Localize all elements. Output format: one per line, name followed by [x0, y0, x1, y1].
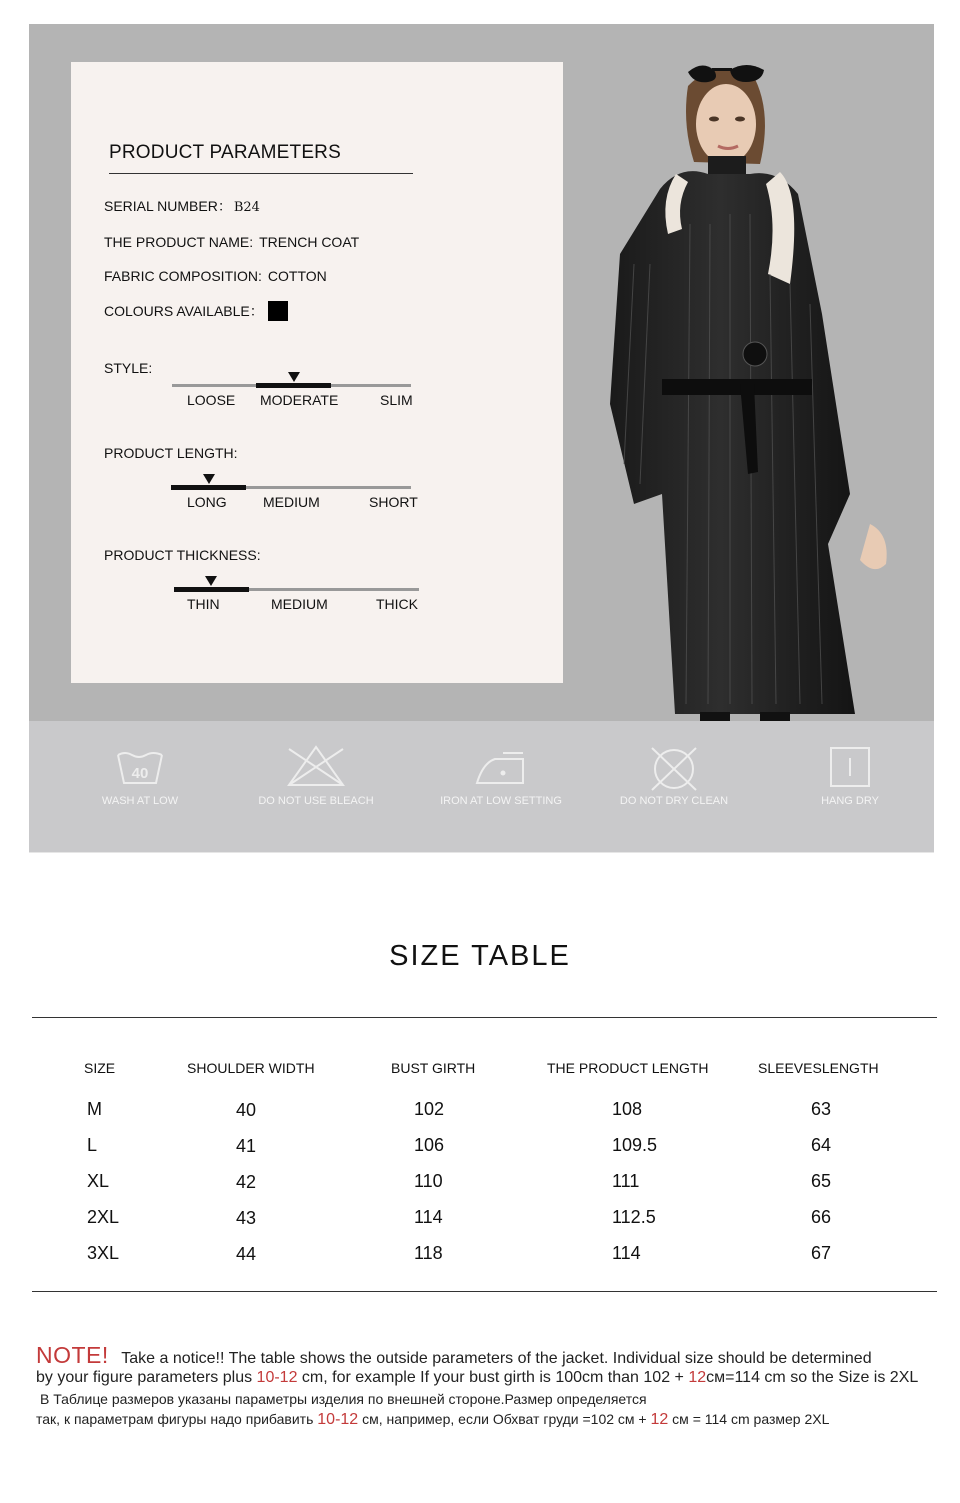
care-item-hang-dry	[765, 745, 935, 807]
note-text-4a: так, к параметрам фигуры надо прибавить	[36, 1411, 318, 1427]
length-cell: 112.5	[612, 1207, 656, 1227]
thickness-selected-segment	[174, 587, 249, 592]
model-illustration	[590, 24, 934, 721]
care-item-wash	[55, 745, 225, 807]
size-header-shoulder: SHOULDER WIDTH	[187, 1060, 315, 1076]
style-option-moderate: MODERATE	[260, 392, 339, 408]
shoulder-cell: 41	[236, 1136, 257, 1156]
fabric-row	[104, 268, 327, 284]
size-table-bottom-rule	[32, 1291, 937, 1292]
note-text-2a: by your figure parameters plus	[36, 1369, 257, 1386]
note-highlight-add: 12	[688, 1369, 707, 1386]
shoulder-cell: 44	[236, 1244, 257, 1264]
size-cell: XL	[87, 1171, 110, 1191]
length-cell: 108	[612, 1099, 643, 1119]
no-dry-clean-icon	[647, 745, 701, 793]
note-highlight-range: 10-12	[256, 1369, 298, 1386]
note-highlight-add-ru: 12	[650, 1411, 669, 1428]
size-header-size: SIZE	[84, 1060, 116, 1076]
colours-label: COLOURS AVAILABLE：	[104, 303, 264, 319]
sleeve-cell: 65	[811, 1171, 832, 1191]
size-header-bust: BUST GIRTH	[391, 1060, 476, 1076]
care-label-wash: WASH AT LOW	[101, 795, 179, 807]
thickness-marker-icon	[205, 576, 217, 586]
note-line-3: В Таблице размеров указаны параметры изделия по внешней стороне.Размер определяется	[40, 1391, 647, 1407]
note-line-1	[36, 1342, 872, 1369]
no-bleach-icon	[285, 745, 347, 787]
size-table-title: SIZE TABLE	[389, 940, 571, 972]
wash-temperature: 40	[131, 765, 149, 782]
care-label-hang-dry: HANG DRY	[821, 795, 879, 807]
size-header-length: THE PRODUCT LENGTH	[547, 1060, 709, 1076]
model-photo	[590, 24, 934, 721]
size-cell: L	[87, 1135, 98, 1155]
length-cell: 111	[612, 1171, 640, 1191]
length-cell: 109.5	[612, 1135, 658, 1155]
care-instructions-strip	[29, 721, 934, 853]
shoulder-cell: 43	[236, 1208, 257, 1228]
thickness-label: PRODUCT THICKNESS:	[104, 547, 261, 563]
length-option-short: SHORT	[369, 494, 418, 510]
thickness-scale	[174, 579, 424, 612]
product-name-row	[104, 234, 359, 250]
care-item-iron	[416, 745, 586, 807]
care-item-bleach	[231, 745, 401, 807]
length-option-long: LONG	[187, 494, 227, 510]
size-cell: 3XL	[87, 1243, 120, 1263]
size-cell: 2XL	[87, 1207, 120, 1227]
bust-cell: 114	[414, 1207, 443, 1227]
serial-number-row	[104, 196, 260, 216]
size-cell: M	[87, 1099, 102, 1119]
iron-low-icon	[473, 745, 529, 787]
size-header-sleeves: SLEEVESLENGTH	[758, 1060, 879, 1076]
fabric-label: FABRIC COMPOSITION:	[104, 268, 262, 284]
fabric-value: COTTON	[267, 268, 327, 284]
bust-cell: 110	[414, 1171, 443, 1191]
care-label-bleach: DO NOT USE BLEACH	[258, 795, 374, 807]
parameters-title: PRODUCT PARAMETERS	[109, 142, 341, 163]
note-text-1: Take a notice!! The table shows the outside parameters of the jacket. Individual size should be determined	[121, 1350, 872, 1367]
sleeve-cell: 63	[811, 1099, 832, 1119]
note-text-2e: см=114 cm so the Size is 2XL	[706, 1369, 919, 1386]
note-highlight-range-ru: 10-12	[317, 1411, 359, 1428]
style-scale	[172, 375, 422, 408]
sleeve-cell: 66	[811, 1207, 832, 1227]
length-option-medium: MEDIUM	[263, 494, 320, 510]
style-label: STYLE:	[104, 360, 153, 376]
style-marker-icon	[288, 372, 300, 382]
note-text-2c: cm, for example If your bust girth is 100cm than 102 +	[297, 1369, 689, 1386]
serial-number-value: B24	[233, 200, 260, 215]
thickness-option-thick: THICK	[376, 596, 418, 612]
bust-cell: 102	[414, 1099, 445, 1119]
sleeve-cell: 67	[811, 1243, 832, 1263]
hang-dry-icon	[828, 745, 872, 787]
note-text-4c: см, например, если Обхват груди =102 см +	[358, 1411, 651, 1427]
thickness-option-medium: MEDIUM	[271, 596, 328, 612]
length-cell: 114	[612, 1243, 641, 1263]
style-selected-segment	[256, 383, 331, 388]
care-label-iron: IRON AT LOW SETTING	[440, 795, 562, 807]
style-option-slim: SLIM	[380, 392, 413, 408]
product-name-label: THE PRODUCT NAME:	[104, 234, 254, 250]
product-parameters-card	[71, 62, 563, 683]
size-table-top-rule	[32, 1017, 937, 1018]
thickness-option-thin: THIN	[187, 596, 220, 612]
length-scale	[171, 477, 421, 510]
sleeve-cell: 64	[811, 1135, 832, 1155]
length-selected-segment	[171, 485, 246, 490]
note-line-4	[36, 1411, 829, 1429]
colours-row	[104, 301, 288, 321]
length-label: PRODUCT LENGTH:	[104, 445, 238, 461]
care-label-dry-clean: DO NOT DRY CLEAN	[619, 795, 729, 807]
note-text-4e: см = 114 cm размер 2XL	[668, 1411, 830, 1427]
bust-cell: 118	[414, 1243, 443, 1263]
note-line-2	[36, 1369, 918, 1387]
note-heading: NOTE!	[36, 1342, 109, 1368]
bust-cell: 106	[414, 1135, 445, 1155]
title-divider	[109, 173, 413, 174]
care-item-dry-clean	[589, 745, 759, 807]
wash-40-icon	[115, 745, 165, 787]
shoulder-cell: 42	[236, 1172, 257, 1192]
product-name-value: TRENCH COAT	[259, 234, 360, 250]
length-marker-icon	[203, 474, 215, 484]
shoulder-cell: 40	[236, 1100, 257, 1120]
colour-swatch-black[interactable]	[268, 301, 288, 321]
style-option-loose: LOOSE	[187, 392, 236, 408]
serial-number-label: SERIAL NUMBER：	[104, 198, 232, 214]
